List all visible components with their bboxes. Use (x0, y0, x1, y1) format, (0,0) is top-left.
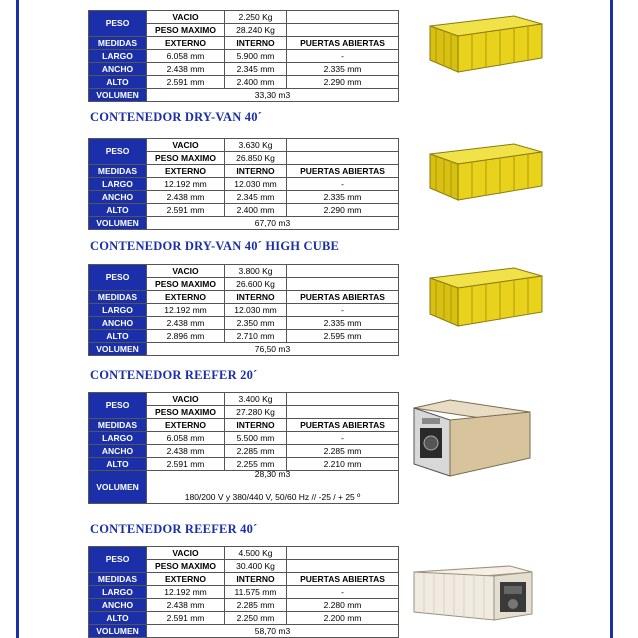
value-ancho-ext: 2.438 mm (147, 63, 225, 76)
header-puertas: PUERTAS ABIERTAS (287, 165, 399, 178)
value-largo-int: 12.030 mm (225, 178, 287, 191)
value-vacio: 4.500 Kg (225, 547, 287, 560)
label-peso-maximo: PESO MAXIMO (147, 152, 225, 165)
label-peso: PESO (89, 139, 147, 165)
label-largo: LARGO (89, 304, 147, 317)
value-alto-puertas: 2.200 mm (287, 612, 399, 625)
value-alto-ext: 2.591 mm (147, 458, 225, 471)
label-medidas: MEDIDAS (89, 573, 147, 586)
header-externo: EXTERNO (147, 291, 225, 304)
value-ancho-int: 2.350 mm (225, 317, 287, 330)
value-peso-maximo: 26.600 Kg (225, 278, 287, 291)
label-peso-maximo: PESO MAXIMO (147, 278, 225, 291)
label-peso-maximo: PESO MAXIMO (147, 24, 225, 37)
value-ancho-puertas: 2.335 mm (287, 63, 399, 76)
label-volumen: VOLUMEN (89, 89, 147, 102)
value-ancho-ext: 2.438 mm (147, 445, 225, 458)
header-interno: INTERNO (225, 165, 287, 178)
label-largo: LARGO (89, 432, 147, 445)
label-largo: LARGO (89, 586, 147, 599)
header-externo: EXTERNO (147, 37, 225, 50)
value-largo-int: 12.030 mm (225, 304, 287, 317)
label-volumen: VOLUMEN (89, 625, 147, 638)
value-alto-puertas: 2.595 mm (287, 330, 399, 343)
label-peso: PESO (89, 547, 147, 573)
value-alto-int: 2.400 mm (225, 76, 287, 89)
value-alto-puertas: 2.210 mm (287, 458, 399, 471)
label-ancho: ANCHO (89, 191, 147, 204)
dry-van-40-container-image (418, 140, 548, 204)
value-ancho-ext: 2.438 mm (147, 317, 225, 330)
label-peso: PESO (89, 265, 147, 291)
value-vacio: 2.250 Kg (225, 11, 287, 24)
label-vacio: VACIO (147, 11, 225, 24)
value-electrical-note: 180/200 V y 380/440 V, 50/60 Hz // -25 / + 25 º (184, 492, 361, 502)
heading-dry-van-40: CONTENEDOR DRY-VAN 40´ (90, 110, 263, 124)
label-vacio: VACIO (147, 265, 225, 278)
dry-van-20-container-image (418, 12, 548, 76)
header-interno: INTERNO (225, 573, 287, 586)
value-ancho-puertas: 2.335 mm (287, 191, 399, 204)
value-alto-ext: 2.591 mm (147, 204, 225, 217)
reefer-40-container-image (410, 562, 534, 622)
label-alto: ALTO (89, 204, 147, 217)
label-largo: LARGO (89, 50, 147, 63)
value-ancho-int: 2.345 mm (225, 63, 287, 76)
header-interno: INTERNO (225, 419, 287, 432)
spec-table-dry-van-40 (88, 138, 399, 230)
value-largo-ext: 6.058 mm (147, 50, 225, 63)
value-largo-ext: 12.192 mm (147, 304, 225, 317)
label-volumen: VOLUMEN (89, 471, 147, 504)
value-alto-ext: 2.896 mm (147, 330, 225, 343)
value-volumen: 28,30 m3 (254, 470, 291, 479)
value-largo-puertas: - (287, 178, 399, 191)
label-alto: ALTO (89, 458, 147, 471)
header-externo: EXTERNO (147, 573, 225, 586)
value-largo-ext: 6.058 mm (147, 432, 225, 445)
value-volumen: 58,70 m3 (147, 625, 399, 638)
reefer-20-container-image (410, 398, 532, 478)
value-alto-ext: 2.591 mm (147, 612, 225, 625)
value-volumen: 76,50 m3 (147, 343, 399, 356)
value-largo-puertas: - (287, 432, 399, 445)
value-largo-int: 5.900 mm (225, 50, 287, 63)
value-ancho-puertas: 2.285 mm (287, 445, 399, 458)
value-ancho-puertas: 2.335 mm (287, 317, 399, 330)
value-alto-int: 2.400 mm (225, 204, 287, 217)
value-peso-maximo: 26.850 Kg (225, 152, 287, 165)
spec-table-reefer-40 (88, 546, 399, 638)
value-peso-maximo: 30.400 Kg (225, 560, 287, 573)
value-peso-maximo: 27.280 Kg (225, 406, 287, 419)
value-ancho-puertas: 2.280 mm (287, 599, 399, 612)
value-largo-int: 11.575 mm (225, 586, 287, 599)
value-peso-maximo: 28.240 Kg (225, 24, 287, 37)
value-volumen: 67,70 m3 (147, 217, 399, 230)
value-ancho-ext: 2.438 mm (147, 191, 225, 204)
page-border-left (16, 0, 19, 638)
header-interno: INTERNO (225, 37, 287, 50)
spec-table-reefer-20 (88, 392, 399, 504)
label-medidas: MEDIDAS (89, 291, 147, 304)
label-peso: PESO (89, 11, 147, 37)
spec-table-dry-van-20 (88, 10, 399, 102)
value-ancho-ext: 2.438 mm (147, 599, 225, 612)
label-medidas: MEDIDAS (89, 37, 147, 50)
dry-van-40-hc-container-image (418, 264, 548, 330)
label-peso: PESO (89, 393, 147, 419)
label-vacio: VACIO (147, 139, 225, 152)
value-volumen: 33,30 m3 (147, 89, 399, 102)
value-vacio: 3.400 Kg (225, 393, 287, 406)
label-vacio: VACIO (147, 393, 225, 406)
heading-dry-van-40-high-cube: CONTENEDOR DRY-VAN 40´ HIGH CUBE (90, 239, 340, 253)
header-puertas: PUERTAS ABIERTAS (287, 573, 399, 586)
value-largo-int: 5.500 mm (225, 432, 287, 445)
value-largo-puertas: - (287, 50, 399, 63)
value-ancho-int: 2.285 mm (225, 445, 287, 458)
value-largo-ext: 12.192 mm (147, 178, 225, 191)
label-medidas: MEDIDAS (89, 419, 147, 432)
label-peso-maximo: PESO MAXIMO (147, 406, 225, 419)
value-alto-int: 2.250 mm (225, 612, 287, 625)
value-vacio: 3.630 Kg (225, 139, 287, 152)
label-ancho: ANCHO (89, 63, 147, 76)
value-alto-int: 2.710 mm (225, 330, 287, 343)
label-ancho: ANCHO (89, 445, 147, 458)
heading-reefer-20: CONTENEDOR REEFER 20´ (90, 368, 258, 382)
page-border-right (610, 0, 613, 638)
value-alto-puertas: 2.290 mm (287, 204, 399, 217)
label-peso-maximo: PESO MAXIMO (147, 560, 225, 573)
label-vacio: VACIO (147, 547, 225, 560)
heading-reefer-40: CONTENEDOR REEFER 40´ (90, 522, 258, 536)
value-vacio: 3.800 Kg (225, 265, 287, 278)
label-ancho: ANCHO (89, 599, 147, 612)
value-volumen-cell (147, 471, 399, 504)
label-alto: ALTO (89, 612, 147, 625)
value-ancho-int: 2.285 mm (225, 599, 287, 612)
header-puertas: PUERTAS ABIERTAS (287, 291, 399, 304)
label-alto: ALTO (89, 330, 147, 343)
label-alto: ALTO (89, 76, 147, 89)
value-largo-ext: 12.192 mm (147, 586, 225, 599)
label-volumen: VOLUMEN (89, 217, 147, 230)
spec-table-dry-van-40-hc (88, 264, 399, 356)
label-largo: LARGO (89, 178, 147, 191)
value-ancho-int: 2.345 mm (225, 191, 287, 204)
value-alto-int: 2.255 mm (225, 458, 287, 471)
value-largo-puertas: - (287, 304, 399, 317)
label-ancho: ANCHO (89, 317, 147, 330)
header-externo: EXTERNO (147, 165, 225, 178)
label-medidas: MEDIDAS (89, 165, 147, 178)
header-externo: EXTERNO (147, 419, 225, 432)
value-alto-puertas: 2.290 mm (287, 76, 399, 89)
header-puertas: PUERTAS ABIERTAS (287, 419, 399, 432)
value-largo-puertas: - (287, 586, 399, 599)
value-alto-ext: 2.591 mm (147, 76, 225, 89)
header-interno: INTERNO (225, 291, 287, 304)
header-puertas: PUERTAS ABIERTAS (287, 37, 399, 50)
label-volumen: VOLUMEN (89, 343, 147, 356)
